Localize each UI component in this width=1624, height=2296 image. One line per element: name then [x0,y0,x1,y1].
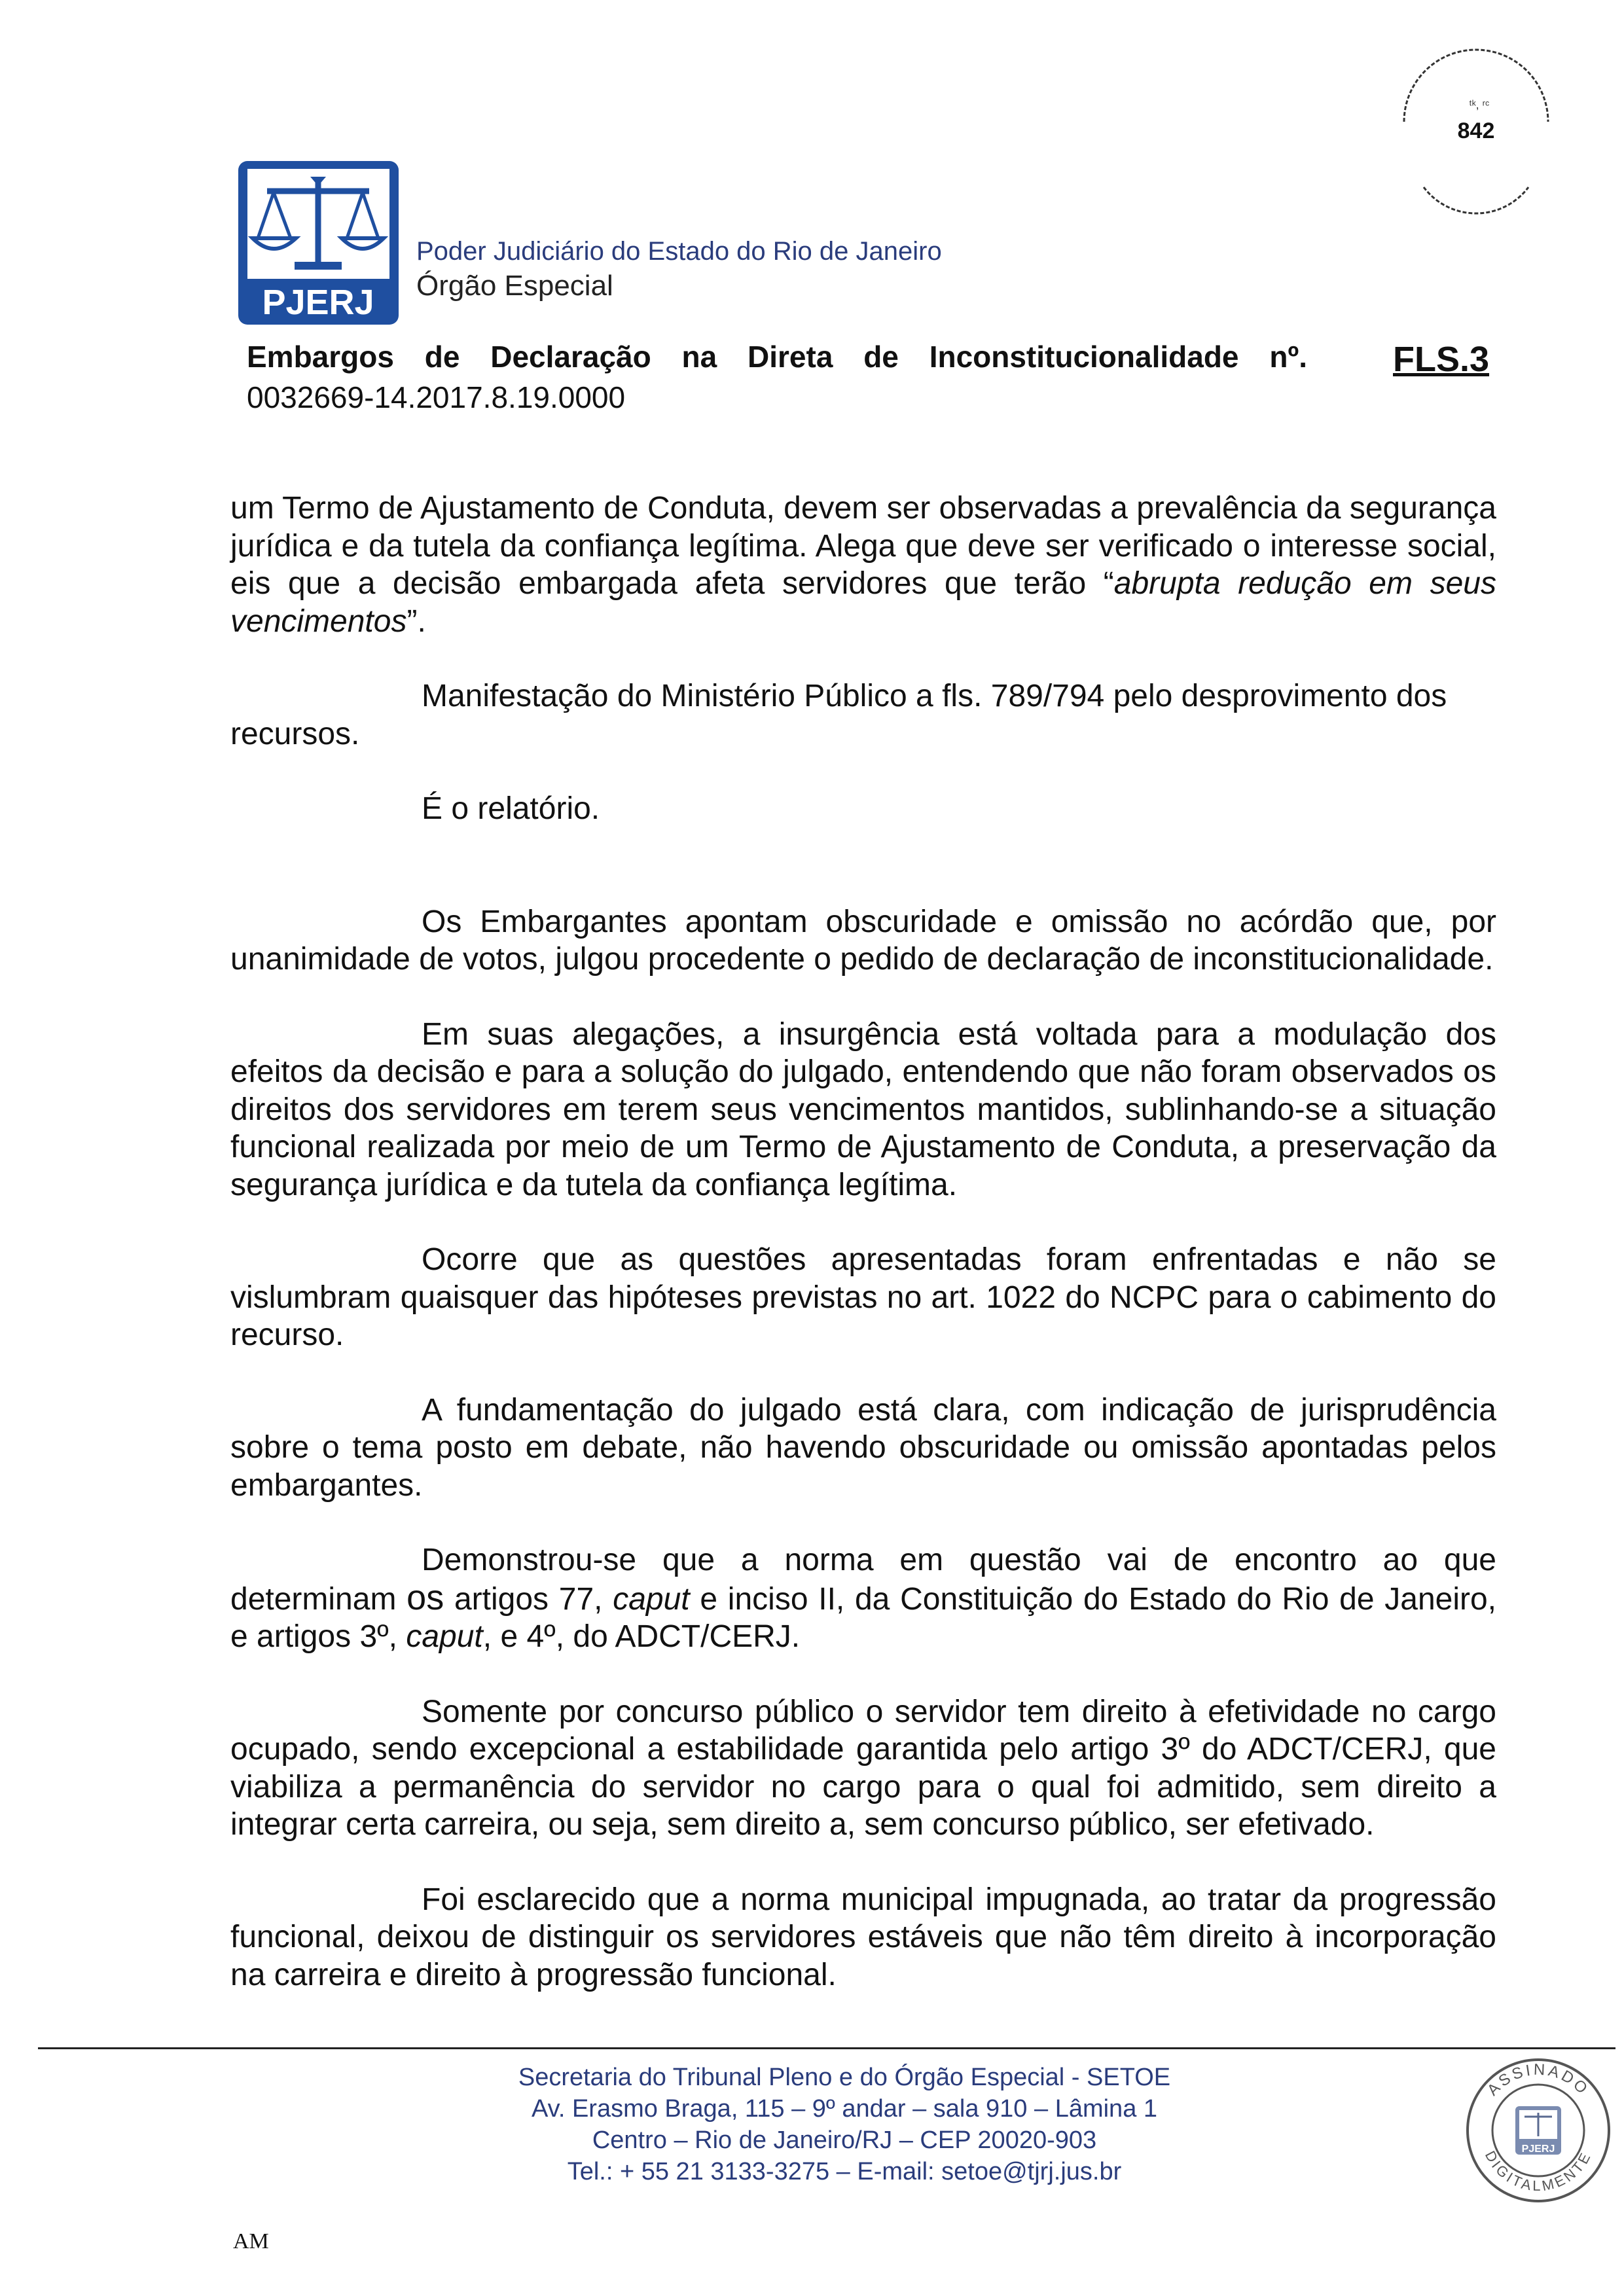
pjerj-logo [238,161,399,325]
svg-text:DIGITALMENTE: DIGITALMENTE [1481,2148,1595,2195]
stamp-small-mark: ᵗᵏ, ʳᶜ [1469,98,1490,111]
paragraph-2 [230,677,1496,753]
footer-address [458,2062,1231,2187]
paragraph-4: Os Embargantes apontam obscuridade e omissão no acórdão que, por unanimidade de votos, julgou procedente o pedido de declaração de inconstitucionalidade. [230,904,1496,977]
paragraph-8: Demonstrou-se que a norma em questão vai de encontro ao que determinam os artigos 77, caput e inciso II, da Constituição do Estado do Rio de Janeiro, e artigos 3º, caput, e 4º, do ADCT/CERJ. [230,1543,1497,1654]
footer-divider [38,2047,1615,2049]
footer-line-1: Secretaria do Tribunal Pleno e do Órgão Especial - SETOE [518,2064,1171,2091]
case-title: Embargos de Declaração na Direta de Inconstitucionalidade nº. [247,340,1307,374]
court-division: Órgão Especial [416,270,613,302]
report-closing: É o relatório. [422,791,600,826]
case-number: 0032669-14.2017.8.19.0000 [247,380,626,414]
footer-line-4: Tel.: + 55 21 3133-3275 – E-mail: setoe@tjrj.jus.br [567,2158,1122,2185]
paragraph-2-right: Manifestação do Ministério Público a fls. 789/794 pelo desprovimento dos [422,679,1447,713]
stamp-page-number: 842 [1457,118,1495,143]
footer-line-2: Av. Erasmo Braga, 115 – 9º andar – sala 910 – Lâmina 1 [531,2095,1158,2123]
paragraph-7: A fundamentação do julgado está clara, com indicação de jurisprudência sobre o tema posto em debate, não havendo obscuridade ou omissão apontadas pelos embargantes. [230,1392,1496,1503]
paragraph-6: Ocorre que as questões apresentadas foram enfrentadas e não se vislumbram quaisquer das hipóteses previstas no art. 1022 do NCPC para o cabimento do recurso. [230,1242,1496,1352]
paragraph-5: Em suas alegações, a insurgência está voltada para a modulação dos efeitos da decisão e para a solução do julgado, entendendo que não foram observados os direitos dos servidores em terem seus vencimentos mantidos, sublinhando-se a situação funcional realizada por meio de um Termo de Ajustamento de Conduta, a preservação da segurança jurídica e da tutela da confiança legítima. [230,1016,1496,1202]
paragraph-9: Somente por concurso público o servidor tem direito à efetividade no cargo ocupado, sendo excepcional a estabilidade garantida pelo artigo 3º do ADCT/CERJ, que viabiliza a permanência do servidor no cargo para o qual foi admitido, sem direito a integrar certa carreira, ou seja, sem direito a, sem concurso público, ser efetivado. [230,1694,1496,1842]
court-name: Poder Judiciário do Estado do Rio de Janeiro [416,237,942,266]
logo-text: PJERJ [262,283,374,322]
protocol-stamp [1378,24,1574,220]
paragraph-2-left: recursos. [230,716,360,751]
seal-logo-text: PJERJ [1521,2144,1555,2155]
footer-line-3: Centro – Rio de Janeiro/RJ – CEP 20020-903 [592,2126,1097,2154]
page-folio: FLS.3 [1393,340,1490,379]
document-body [230,490,1496,1994]
svg-text:ASSINADO: ASSINADO [1483,2060,1593,2100]
paragraph-1: um Termo de Ajustamento de Conduta, devem ser observadas a prevalência da segurança jurídica e da tutela da confiança legítima. Alega que deve ser verificado o interesse social, eis que a decisão embargada afeta servidores que terão “abrupta redução em seus vencimentos”. [230,491,1496,639]
author-initials: AM [233,2229,269,2253]
digital-signature-seal [1463,2055,1614,2206]
paragraph-10: Foi esclarecido que a norma municipal impugnada, ao tratar da progressão funcional, deixou de distinguir os servidores estáveis que não têm direito à incorporação na carreira e direito à progressão funcional. [230,1882,1496,1992]
